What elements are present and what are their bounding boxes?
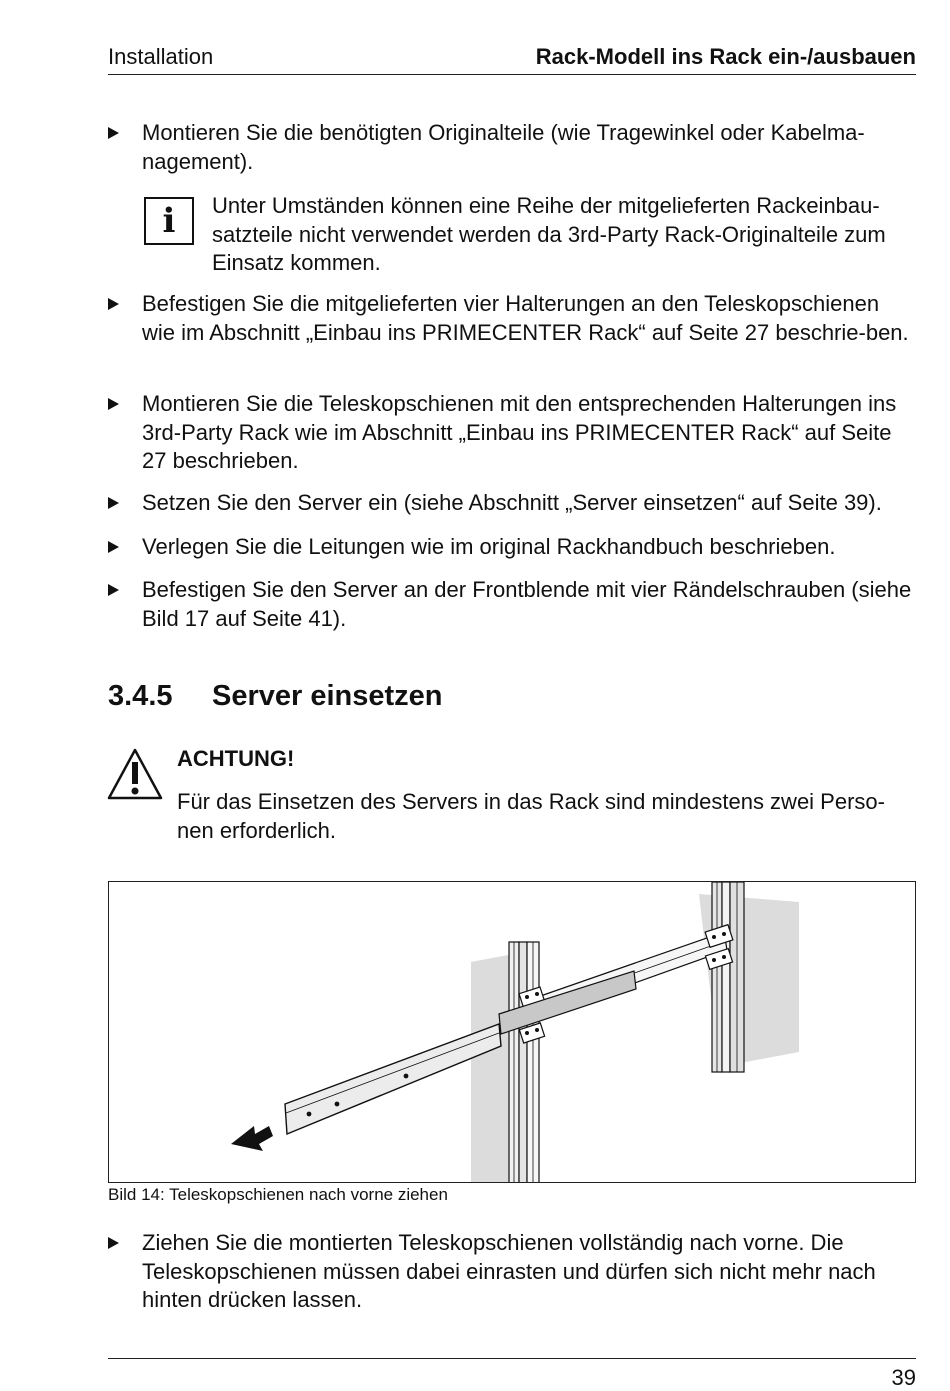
bullet-arrow-icon	[108, 497, 119, 509]
step-text: Ziehen Sie die montierten Teleskopschienen vollständig nach vorne. Die Teleskopschienen müssen dabei einrasten und dürfen sich nicht mehr nach hinten drücken lassen.	[142, 1230, 876, 1312]
step-item	[108, 533, 916, 562]
info-icon: i	[144, 197, 194, 245]
header-chapter: Installation	[108, 44, 214, 69]
info-note	[144, 192, 916, 278]
section-heading	[108, 680, 443, 713]
step-text: Montieren Sie die Teleskopschienen mit den entsprechenden Halterungen ins 3rd-Party Rack wie im Abschnitt „Einbau ins PRIMECENTER Rack“ auf Seite 27 beschrieben.	[142, 391, 897, 473]
page-header	[108, 44, 916, 75]
step-item	[108, 1229, 916, 1315]
bullet-arrow-icon	[108, 584, 119, 596]
bullet-arrow-icon	[108, 298, 119, 310]
step-text: Setzen Sie den Server ein (siehe Abschnitt „Server einsetzen“ auf Seite 39).	[142, 490, 882, 515]
header-section: Rack-Modell ins Rack ein-/ausbauen	[535, 44, 916, 69]
section-number: 3.4.5	[108, 680, 173, 712]
pull-direction-arrow-icon	[231, 1126, 273, 1151]
rail-drawing	[109, 882, 916, 1183]
step-text: Montieren Sie die benötigten Originalteile (wie Tragewinkel oder Kabelma-nagement).	[142, 120, 865, 174]
step-item	[108, 489, 916, 518]
warning-box	[106, 744, 916, 845]
warning-icon	[106, 746, 164, 802]
step-text: Befestigen Sie die mitgelieferten vier Halterungen an den Teleskopschienen wie im Abschnitt „Einbau ins PRIMECENTER Rack“ auf Seite 27 beschrie-ben.	[142, 291, 909, 345]
step-item	[108, 390, 916, 476]
step-text: Befestigen Sie den Server an der Frontblende mit vier Rändelschrauben (siehe Bild 17 auf Seite 41).	[142, 577, 912, 631]
section-title: Server einsetzen	[212, 680, 443, 712]
step-text: Verlegen Sie die Leitungen wie im original Rackhandbuch beschrieben.	[142, 534, 836, 559]
step-item	[108, 290, 916, 347]
bullet-arrow-icon	[108, 541, 119, 553]
front-rack-post	[509, 942, 539, 1183]
note-text: Unter Umständen können eine Reihe der mitgelieferten Rackeinbau-satzteile nicht verwendet werden da 3rd-Party Rack-Originalteile zum Einsatz kommen.	[212, 193, 886, 275]
step-item	[108, 576, 916, 633]
figure-rail-illustration	[108, 881, 916, 1183]
bullet-arrow-icon	[108, 1237, 119, 1249]
bullet-arrow-icon	[108, 398, 119, 410]
page-footer	[108, 1358, 916, 1390]
bullet-arrow-icon	[108, 127, 119, 139]
step-item	[108, 119, 916, 176]
figure-caption: Bild 14: Teleskopschienen nach vorne ziehen	[108, 1185, 448, 1204]
warning-text: Für das Einsetzen des Servers in das Rack sind mindestens zwei Perso-nen erforderlich.	[177, 789, 885, 843]
page-number: 39	[891, 1365, 916, 1390]
warning-title: ACHTUNG!	[177, 746, 295, 771]
rear-rack-post	[712, 882, 744, 1072]
